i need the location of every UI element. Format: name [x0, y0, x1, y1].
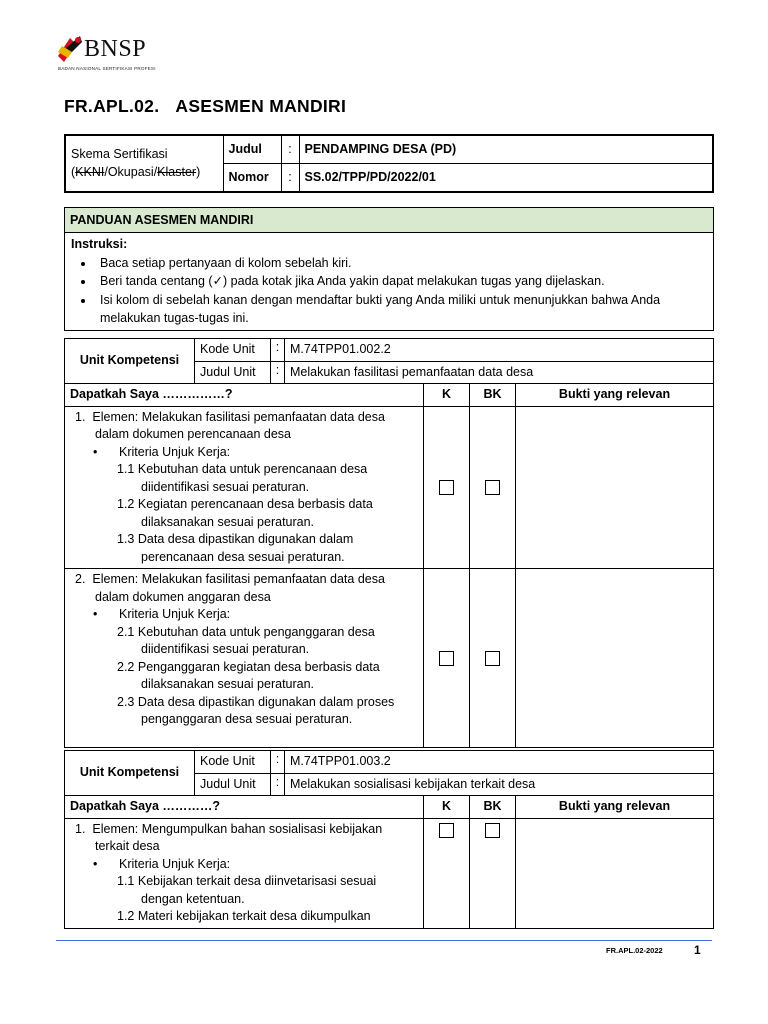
form-title: ASESMEN MANDIRI — [175, 96, 347, 116]
element-row: 1. Elemen: Mengumpulkan bahan sosialisasi kebijakan terkait desa • Kriteria Unjuk Kerja: 1.1 Kebijakan terkait desa diinvetarisasi sesuai dengan ketentuan. 1.2 Materi kebijakan terkait desa dikumpulkan — [65, 818, 424, 928]
scheme-label-line1: Skema Sertifikasi — [71, 147, 168, 161]
k-checkbox[interactable] — [439, 651, 454, 666]
question-header: Dapatkah Saya …………? — [65, 796, 424, 819]
colon: : — [271, 751, 285, 774]
element-title: Elemen: Melakukan fasilitasi pemanfaatan data desa dalam dokumen anggaran desa — [92, 572, 385, 604]
bukti-header: Bukti yang relevan — [516, 384, 714, 407]
nomor-value: SS.02/TPP/PD/2022/01 — [299, 164, 713, 193]
instruction-label: Instruksi: — [71, 237, 128, 251]
k-header: K — [424, 384, 470, 407]
question-header: Dapatkah Saya ……………? — [65, 384, 424, 407]
bnsp-logo — [56, 34, 166, 76]
judul-unit-value: Melakukan sosialisasi kebijakan terkait desa — [285, 773, 714, 796]
footer-form-code: FR.APL.02-2022 — [606, 946, 663, 955]
scheme-label — [65, 135, 223, 192]
judul-unit-label: Judul Unit — [195, 773, 271, 796]
bk-header: BK — [470, 384, 516, 407]
criteria-text: Data desa dipastikan digunakan dalam perencanaan desa sesuai peraturan. — [137, 532, 354, 564]
judul-colon: : — [281, 135, 299, 164]
criteria-text: Data desa dipastikan digunakan dalam proses penganggaran desa sesuai peraturan. — [137, 694, 395, 726]
criteria-text: Kegiatan perencanaan desa berbasis data dilaksanakan sesuai peraturan. — [137, 497, 373, 529]
nomor-label: Nomor — [223, 164, 281, 193]
kode-unit-value: M.74TPP01.002.2 — [285, 339, 714, 362]
bk-checkbox[interactable] — [485, 480, 500, 495]
criteria-text: Kebutuhan data untuk perencanaan desa diidentifikasi sesuai peraturan. — [137, 462, 368, 494]
colon: : — [271, 773, 285, 796]
form-code: FR.APL.02. — [64, 96, 160, 116]
unit-kompetensi-label: Unit Kompetensi — [65, 339, 195, 384]
judul-value: PENDAMPING DESA (PD) — [299, 135, 713, 164]
unit-table-1 — [64, 338, 714, 748]
kriteria-label: • Kriteria Unjuk Kerja: — [71, 606, 418, 624]
footer-divider — [56, 940, 712, 941]
kode-unit-label: Kode Unit — [195, 751, 271, 774]
criteria-text: Penganggaran kegiatan desa berbasis data dilaksanakan sesuai peraturan. — [137, 659, 380, 691]
unit-kompetensi-label: Unit Kompetensi — [65, 751, 195, 796]
judul-unit-value: Melakukan fasilitasi pemanfaatan data desa — [285, 361, 714, 384]
judul-unit-label: Judul Unit — [195, 361, 271, 384]
bk-cell — [470, 406, 516, 569]
bnsp-emblem-icon — [56, 34, 86, 66]
bk-header: BK — [470, 796, 516, 819]
criteria-text: Kebijakan terkait desa diinvetarisasi sesuai dengan ketentuan. — [137, 874, 377, 906]
k-header: K — [424, 796, 470, 819]
element-row: 1. Elemen: Melakukan fasilitasi pemanfaatan data desa dalam dokumen perencanaan desa • Kriteria Unjuk Kerja: 1.1 Kebutuhan data untuk perencanaan desa diidentifikasi sesuai peraturan. 1.2 Kegiatan perencanaan desa berbasis data dilaksanakan sesuai peraturan. 1.3 Data desa dipastikan digunakan dalam perencanaan desa sesuai peraturan. — [65, 406, 424, 569]
kode-unit-value: M.74TPP01.003.2 — [285, 751, 714, 774]
kriteria-label: • Kriteria Unjuk Kerja: — [71, 444, 418, 462]
bukti-input[interactable] — [516, 569, 714, 748]
scheme-table — [64, 134, 714, 193]
scheme-label-line2: (KKNI/Okupasi/Klaster) — [71, 164, 201, 179]
k-cell — [424, 818, 470, 928]
element-title: Elemen: Melakukan fasilitasi pemanfaatan data desa dalam dokumen perencanaan desa — [92, 409, 385, 441]
guide-box — [64, 207, 714, 331]
bukti-input[interactable] — [516, 818, 714, 928]
klaster-struck: Klaster — [157, 164, 197, 179]
bukti-input[interactable] — [516, 406, 714, 569]
colon: : — [271, 339, 285, 362]
logo-brand: BNSP — [84, 36, 147, 62]
k-checkbox[interactable] — [439, 823, 454, 838]
kkni-struck: KKNI — [75, 164, 105, 179]
element-row: 2. Elemen: Melakukan fasilitasi pemanfaatan data desa dalam dokumen anggaran desa • Kriteria Unjuk Kerja: 2.1 Kebutuhan data untuk penganggaran desa diidentifikasi sesuai peraturan. 2.2 Penganggaran kegiatan desa berbasis data dilaksanakan sesuai peraturan. 2.3 Data desa dipastikan digunakan dalam proses penganggaran desa sesuai peraturan. — [65, 569, 424, 748]
instruction-item: • Beri tanda centang (✓) pada kotak jika Anda yakin dapat melakukan tugas yang dijelaskan. — [95, 272, 707, 291]
kode-unit-label: Kode Unit — [195, 339, 271, 362]
bukti-header: Bukti yang relevan — [516, 796, 714, 819]
colon: : — [271, 361, 285, 384]
kriteria-label: • Kriteria Unjuk Kerja: — [71, 856, 418, 874]
instruction-list — [71, 254, 707, 328]
bk-checkbox[interactable] — [485, 651, 500, 666]
unit-table-2 — [64, 750, 714, 929]
element-title: Elemen: Mengumpulkan bahan sosialisasi kebijakan terkait desa — [92, 821, 383, 853]
bk-cell — [470, 569, 516, 748]
guide-heading: PANDUAN ASESMEN MANDIRI — [65, 208, 713, 233]
nomor-colon: : — [281, 164, 299, 193]
page-title — [64, 96, 346, 117]
criteria-text: Kebutuhan data untuk penganggaran desa diidentifikasi sesuai peraturan. — [137, 624, 375, 656]
judul-label: Judul — [223, 135, 281, 164]
bk-checkbox[interactable] — [485, 823, 500, 838]
criteria-text: Materi kebijakan terkait desa dikumpulkan — [137, 909, 371, 923]
instruction-item: • Isi kolom di sebelah kanan dengan mendaftar bukti yang Anda miliki untuk menunjukkan bahwa Anda melakukan tugas-tugas ini. — [95, 291, 707, 328]
logo-subtitle: BADAN NASIONAL SERTIFIKASI PROFESI — [58, 66, 156, 71]
k-cell — [424, 406, 470, 569]
page-number: 1 — [694, 943, 701, 957]
bk-cell — [470, 818, 516, 928]
k-checkbox[interactable] — [439, 480, 454, 495]
instruction-item: • Baca setiap pertanyaan di kolom sebelah kiri. — [95, 254, 707, 273]
k-cell — [424, 569, 470, 748]
